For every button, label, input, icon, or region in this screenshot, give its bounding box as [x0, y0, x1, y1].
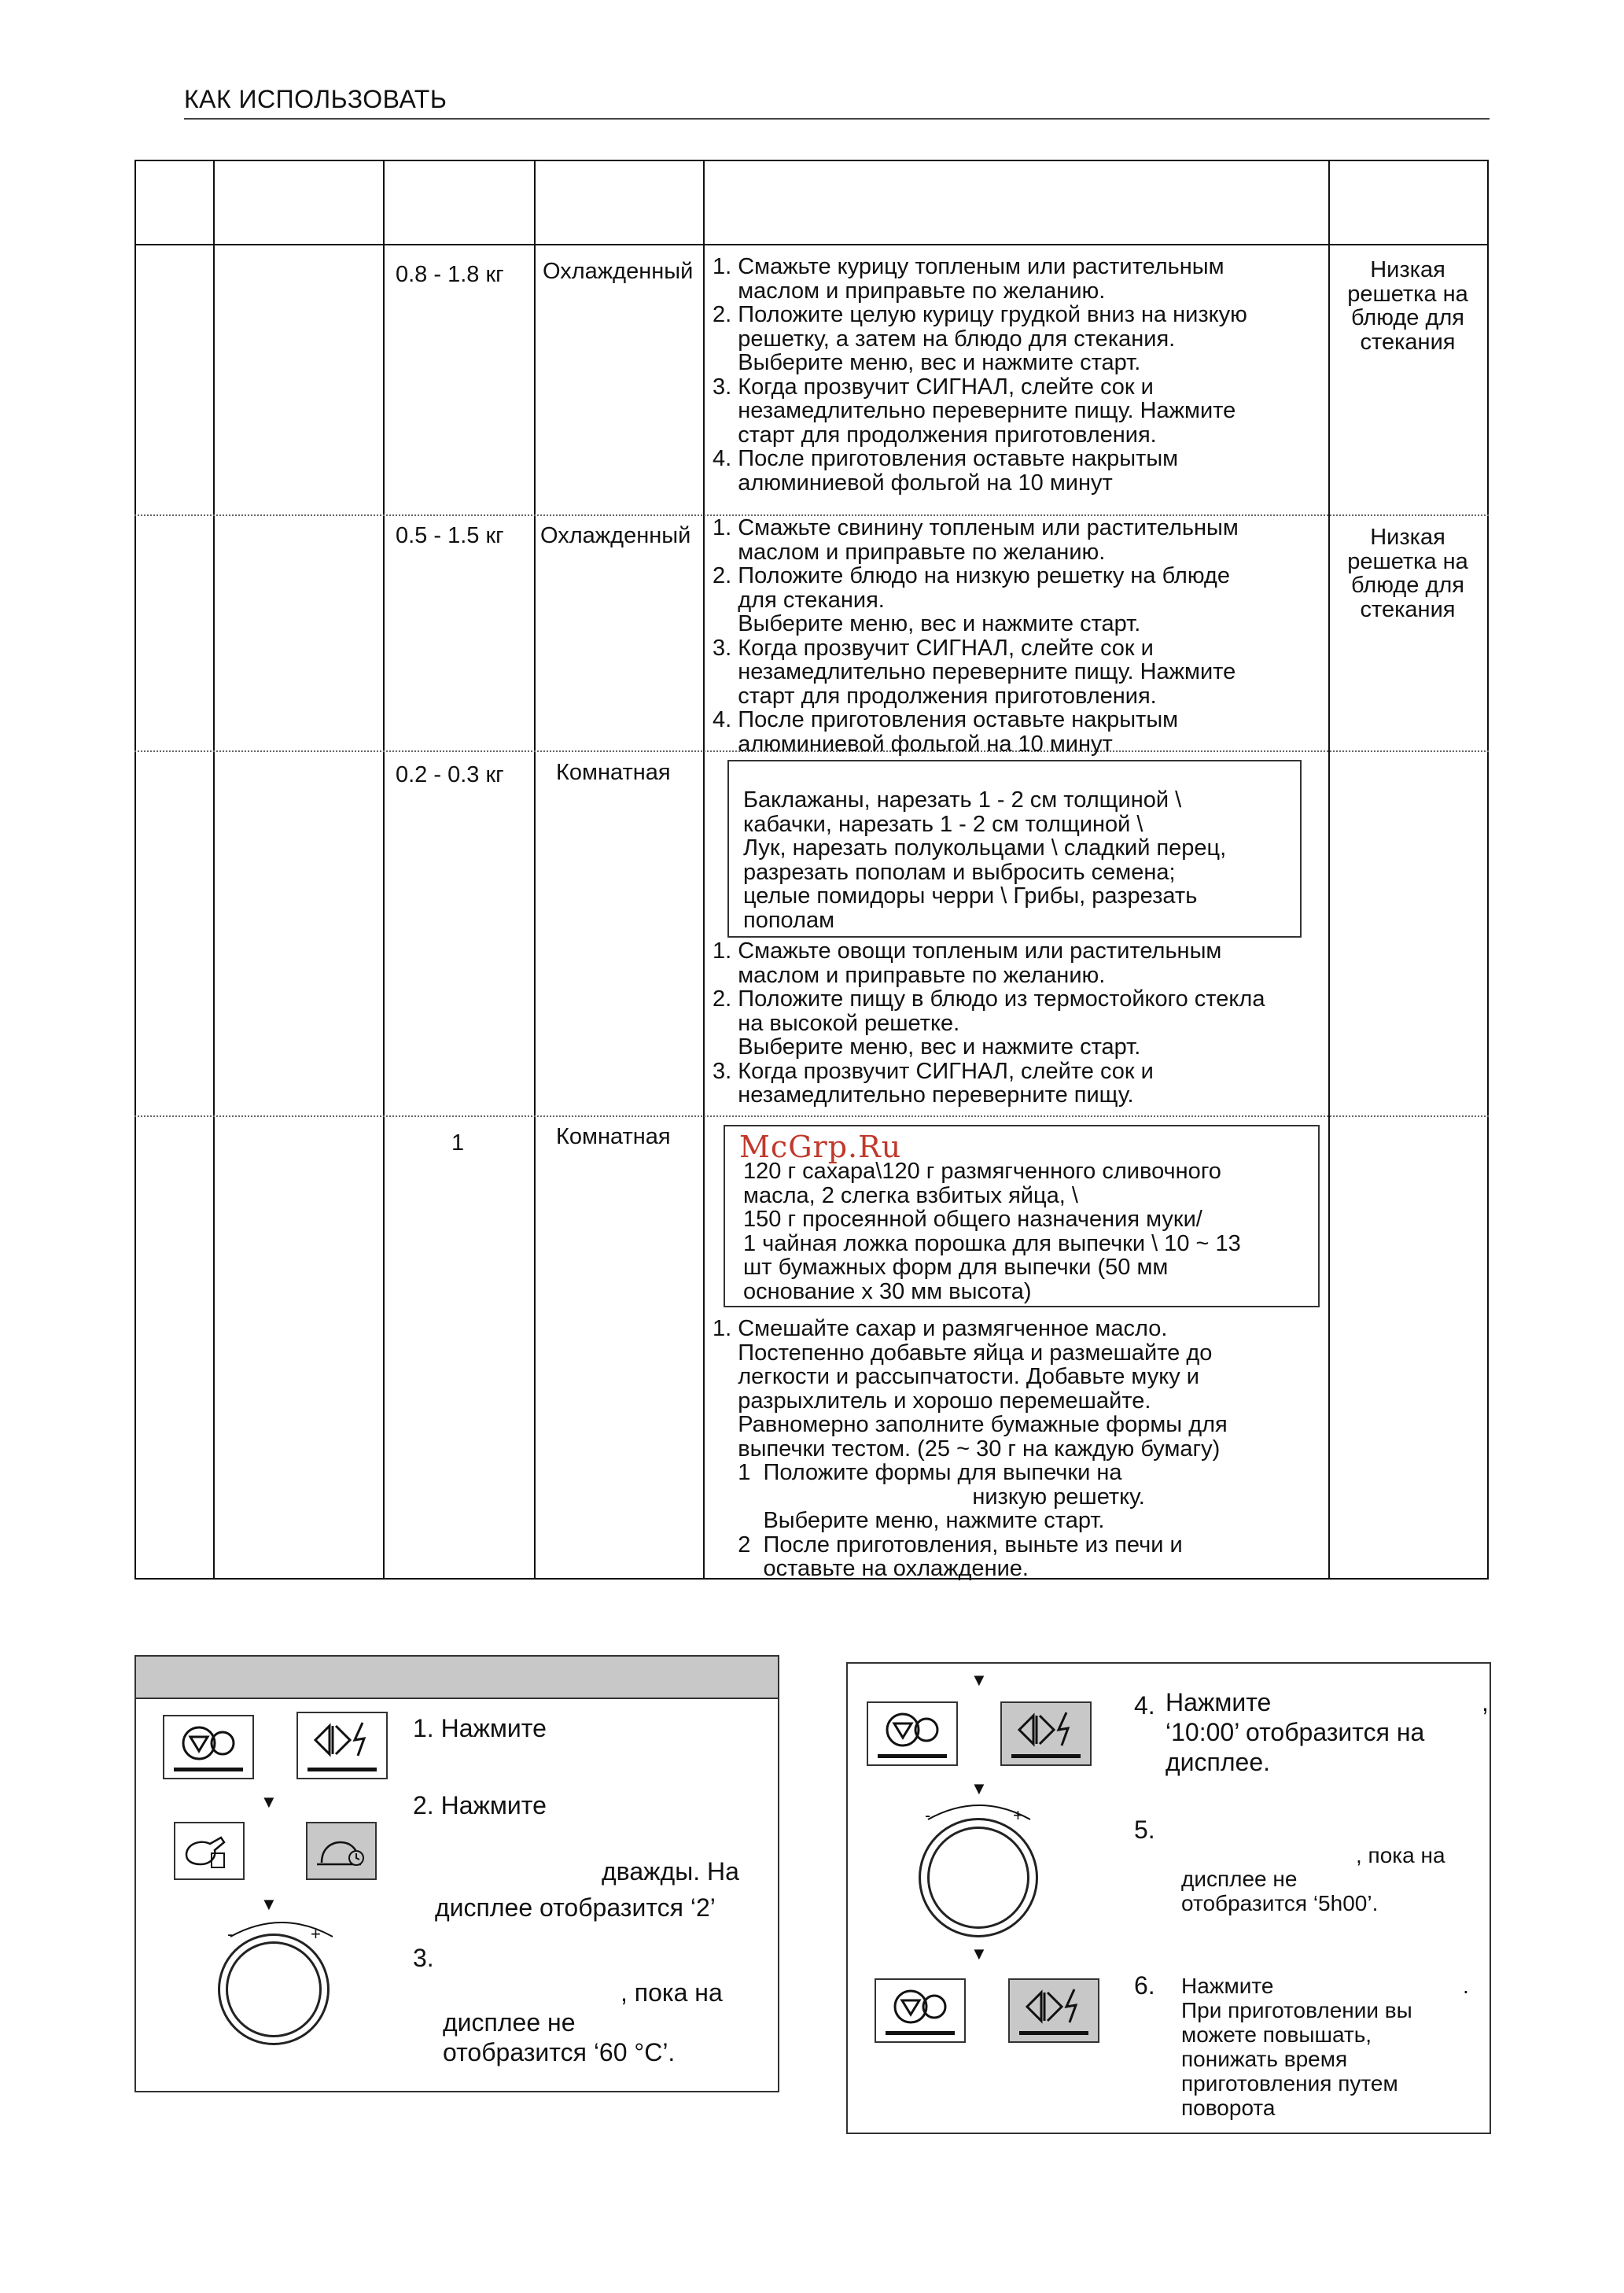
button-underline	[1019, 2031, 1088, 2035]
ingredients-list	[743, 1159, 1241, 1303]
row-separator	[134, 1115, 1489, 1117]
text-line: 1. Смешайте сахар и размягченное масло.	[713, 1316, 1168, 1341]
stop-clear-button[interactable]	[867, 1701, 958, 1766]
text-line: Равномерно заполните бумажные формы для	[713, 1412, 1228, 1437]
button-underline	[174, 1768, 243, 1771]
timer-icon	[307, 1823, 375, 1878]
step-6-dot: .	[1463, 1974, 1469, 1998]
text-line: 1. Смажьте свинину топленым или растительным	[713, 515, 1239, 540]
text-line: низкую решетку.	[713, 1484, 1145, 1510]
table-col-line	[703, 160, 705, 1580]
step-3-text: 3.	[413, 1944, 434, 1972]
instruction-panel-right	[846, 1662, 1491, 2134]
step-5-text-c: отобразится ‘5h00’.	[1181, 1891, 1379, 1915]
auto-cook-icon	[175, 1823, 243, 1878]
table-col-line	[1487, 160, 1489, 1580]
text-line: основание х 30 мм высота)	[743, 1278, 1032, 1304]
timer-button[interactable]	[306, 1822, 377, 1880]
temperature-cell: Комнатная	[556, 1124, 671, 1149]
weight-cell: 0.8 - 1.8 кг	[396, 262, 504, 287]
temperature-cell: Охлажденный	[540, 523, 691, 548]
arrow-down-icon: ▼	[260, 1792, 278, 1812]
step-6-text-a: Нажмите	[1181, 1974, 1274, 1998]
start-button[interactable]	[1008, 1978, 1099, 2043]
dial-minus-label: -	[925, 1805, 931, 1825]
text-line: Баклажаны, нарезать 1 - 2 см толщиной \	[743, 787, 1182, 813]
table-col-line	[213, 160, 215, 1580]
table-col-line	[534, 160, 536, 1580]
text-line: решетку, а затем на блюдо для стекания.	[713, 326, 1176, 352]
text-line: Выберите меню, вес и нажмите старт.	[713, 611, 1141, 636]
dial-minus-label: -	[227, 1924, 234, 1944]
text-line: 3. Когда прозвучит СИГНАЛ, слейте сок и	[713, 635, 1154, 661]
text-line: маслом и приправьте по желанию.	[713, 539, 1106, 565]
text-line: 1 Положите формы для выпечки на	[713, 1460, 1122, 1485]
auto-cook-button[interactable]	[174, 1822, 245, 1880]
step-4-text-c: дисплее.	[1166, 1748, 1271, 1776]
text-line: на высокой решетке.	[713, 1010, 960, 1036]
text-line: Лук, нарезать полукольцами \ сладкий перец,	[743, 835, 1227, 861]
watermark-text: McGrp.Ru	[739, 1130, 902, 1164]
text-line: маслом и приправьте по желанию.	[713, 962, 1106, 988]
ingredients-list	[743, 788, 1226, 932]
text-line: шт бумажных форм для выпечки (50 мм	[743, 1255, 1169, 1280]
step-2-text: 2. Нажмите	[413, 1791, 547, 1819]
dial-icon[interactable]	[218, 1934, 330, 2045]
text-line: 2 После приготовления, выньте из печи и	[713, 1532, 1183, 1558]
accessory-cell	[1331, 525, 1485, 621]
text-line: решетка на	[1347, 548, 1468, 574]
text-line: разрезать пополам и выбросить семена;	[743, 859, 1176, 885]
step-6-text-c: можете повышать,	[1181, 2022, 1372, 2047]
accessory-cell	[1331, 258, 1485, 354]
text-line: Низкая	[1370, 525, 1445, 550]
instructions-cell	[713, 255, 1247, 495]
text-line: блюде для	[1351, 573, 1464, 598]
stop-clear-button[interactable]	[163, 1715, 254, 1779]
weight-cell: 0.5 - 1.5 кг	[396, 523, 504, 548]
stop-clear-button-icon	[868, 1706, 956, 1753]
weight-cell: 1	[451, 1130, 465, 1156]
text-line: маслом и приправьте по желанию.	[713, 278, 1106, 304]
step-5-text-b: дисплее не	[1181, 1867, 1298, 1891]
table-header-bottom	[134, 244, 1489, 245]
start-button[interactable]	[1000, 1701, 1092, 1766]
stop-clear-button-icon	[876, 1983, 964, 2030]
stop-clear-button[interactable]	[875, 1978, 966, 2043]
button-underline	[886, 2031, 955, 2035]
step-6-text-b: При приготовлении вы	[1181, 1998, 1412, 2022]
text-line: разрыхлитель и хорошо перемешайте.	[713, 1388, 1151, 1414]
text-line: 3. Когда прозвучит СИГНАЛ, слейте сок и	[713, 1058, 1154, 1084]
step-5-text-a: , пока на	[1356, 1843, 1445, 1867]
text-line: стекания	[1360, 329, 1456, 355]
arrow-down-icon: ▼	[260, 1894, 278, 1914]
panel-header	[136, 1657, 778, 1699]
step-2-text-c: дисплее отобразится ‘2’	[435, 1893, 716, 1922]
text-line: пополам	[743, 907, 835, 933]
text-line: стекания	[1360, 596, 1456, 622]
weight-cell: 0.2 - 0.3 кг	[396, 762, 504, 787]
text-line: масла, 2 слегка взбитых яйца, \	[743, 1182, 1078, 1208]
text-line: легкости и рассыпчатости. Добавьте муку и	[713, 1364, 1199, 1389]
text-line: старт для продолжения приготовления.	[713, 683, 1157, 709]
instructions-cell	[713, 939, 1265, 1108]
step-6-text-f: поворота	[1181, 2096, 1276, 2120]
button-underline	[1011, 1754, 1081, 1758]
start-button-icon	[1010, 1981, 1098, 2032]
step-4-comma: ,	[1482, 1688, 1489, 1716]
step-4-text-a: Нажмите	[1166, 1688, 1272, 1716]
text-line: алюминиевой фольгой на 10 минут	[713, 470, 1113, 496]
text-line: 1. Смажьте овощи топленым или растительным	[713, 938, 1222, 964]
step-6-number: 6.	[1134, 1971, 1155, 2000]
table-col-line	[134, 160, 136, 1580]
text-line: Постепенно добавьте яйца и размешайте до	[713, 1340, 1213, 1366]
text-line: блюде для	[1351, 305, 1464, 330]
start-button-icon	[1002, 1705, 1090, 1755]
instructions-cell	[713, 1317, 1228, 1581]
temperature-cell: Охлажденный	[543, 259, 694, 284]
button-underline	[307, 1768, 377, 1771]
temperature-cell: Комнатная	[556, 760, 671, 785]
text-line: 3. Когда прозвучит СИГНАЛ, слейте сок и	[713, 374, 1154, 400]
text-line: старт для продолжения приготовления.	[713, 422, 1157, 448]
start-button-icon	[298, 1715, 386, 1765]
text-line: кабачки, нарезать 1 - 2 см толщиной \	[743, 811, 1143, 837]
step-6-text-e: приготовления путем	[1181, 2071, 1398, 2096]
text-line: 4. После приготовления оставьте накрытым	[713, 707, 1179, 732]
page-header: КАК ИСПОЛЬЗОВАТЬ	[184, 85, 447, 113]
arrow-down-icon: ▼	[970, 1779, 988, 1798]
arrow-down-icon: ▼	[970, 1670, 988, 1690]
text-line: Выберите меню, нажмите старт.	[713, 1508, 1105, 1533]
text-line: незамедлительно переверните пищу.	[713, 1082, 1134, 1108]
step-2-text-b: дважды. На	[602, 1857, 739, 1886]
text-line: 120 г сахара\120 г размягченного сливочного	[743, 1159, 1221, 1184]
step-5-number: 5.	[1134, 1816, 1155, 1844]
step-3-text-b: , пока на	[621, 1978, 723, 2007]
table-border-top	[134, 160, 1489, 161]
text-line: для стекания.	[713, 587, 885, 613]
text-line: незамедлительно переверните пищу. Нажмите	[713, 659, 1236, 684]
table-col-line	[1328, 160, 1330, 1580]
text-line: Низкая	[1370, 257, 1445, 282]
step-6-text-d: понижать время	[1181, 2047, 1348, 2071]
stop-clear-button-icon	[164, 1720, 252, 1767]
dial-plus-label: +	[1013, 1805, 1023, 1825]
text-line: алюминиевой фольгой на 10 минут	[713, 731, 1113, 757]
instructions-cell	[713, 516, 1239, 756]
text-line: 4. После приготовления оставьте накрытым	[713, 446, 1179, 471]
step-3-text-c: дисплее не	[443, 2008, 576, 2037]
text-line: 1 чайная ложка порошка для выпечки \ 10 ~ 13	[743, 1230, 1241, 1256]
button-underline	[878, 1754, 947, 1758]
arrow-down-icon: ▼	[970, 1944, 988, 1963]
text-line: выпечки тестом. (25 ~ 30 г на каждую бумагу)	[713, 1436, 1221, 1462]
text-line: решетка на	[1347, 281, 1468, 307]
dial-inner-ring	[226, 1941, 322, 2037]
dial-inner-ring	[927, 1827, 1029, 1929]
step-3-text-d: отобразится ‘60 °C’.	[443, 2038, 676, 2066]
text-line: 2. Положите целую курицу грудкой вниз на низкую	[713, 302, 1247, 327]
text-line: 150 г просеянной общего назначения муки/	[743, 1207, 1202, 1232]
text-line: 2. Положите блюдо на низкую решетку на блюде	[713, 563, 1230, 588]
instruction-panel-left	[134, 1655, 779, 2092]
text-line: незамедлительно переверните пищу. Нажмите	[713, 398, 1236, 423]
text-line: 1. Смажьте курицу топленым или растительным	[713, 254, 1224, 279]
text-line: 2. Положите пищу в блюдо из термостойкого стекла	[713, 986, 1265, 1012]
text-line: Выберите меню, вес и нажмите старт.	[713, 1034, 1141, 1060]
text-line: целые помидоры черри \ Грибы, разрезать	[743, 883, 1198, 909]
text-line: оставьте на охлаждение.	[713, 1556, 1029, 1581]
dial-plus-label: +	[311, 1924, 321, 1944]
step-1-text: 1. Нажмите	[413, 1714, 547, 1742]
start-button[interactable]	[296, 1712, 388, 1779]
dial-icon[interactable]	[919, 1818, 1038, 1937]
step-4-number: 4.	[1134, 1691, 1155, 1720]
text-line: Выберите меню, вес и нажмите старт.	[713, 350, 1141, 375]
header-divider	[184, 118, 1490, 120]
step-4-text-b: ‘10:00’ отобразится на	[1166, 1718, 1425, 1746]
table-col-line	[383, 160, 385, 1580]
